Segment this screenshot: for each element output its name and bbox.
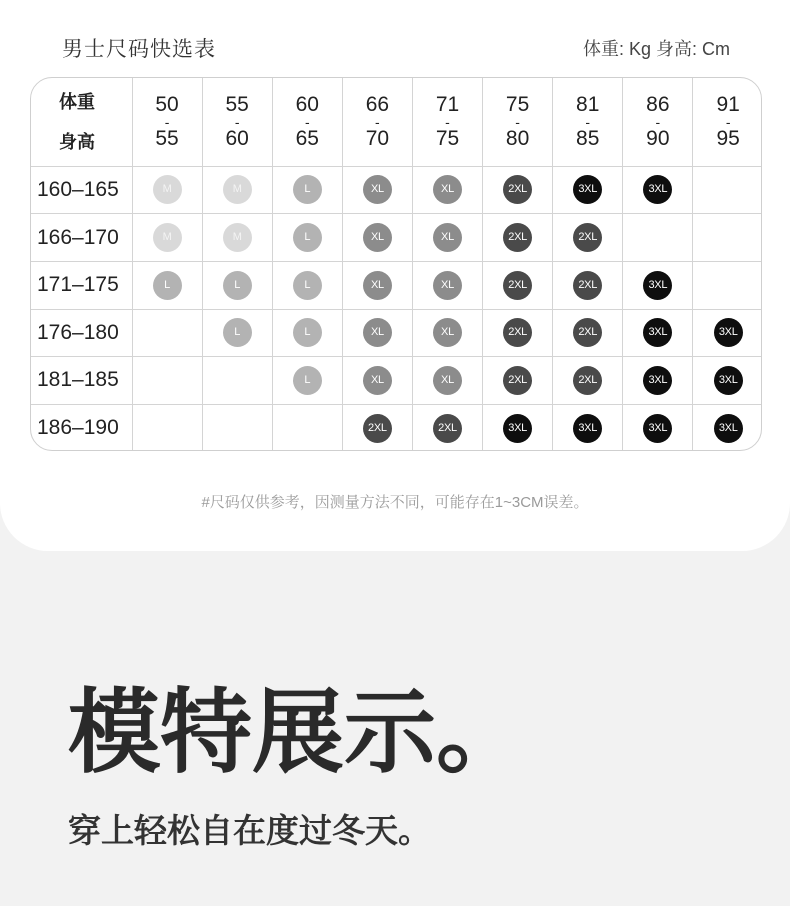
size-badge: L: [223, 271, 252, 300]
size-badge: 2XL: [573, 366, 602, 395]
size-cell: [623, 214, 693, 262]
size-cell: [132, 357, 202, 405]
header-row: [31, 78, 762, 166]
size-cell: [412, 214, 482, 262]
size-table: [31, 78, 762, 451]
size-cell: [132, 309, 202, 357]
size-cell: [202, 309, 272, 357]
size-cell: [693, 309, 762, 357]
weight-range-header: [342, 78, 412, 166]
size-cell: [483, 404, 553, 451]
size-badge: 3XL: [714, 366, 743, 395]
size-cell: [272, 404, 342, 451]
size-cell: [272, 166, 342, 214]
size-cell: [483, 309, 553, 357]
size-cell: [342, 404, 412, 451]
size-cell: [623, 357, 693, 405]
size-cell: [553, 404, 623, 451]
size-row: [31, 309, 762, 357]
size-badge: XL: [363, 175, 392, 204]
size-badge: L: [293, 366, 322, 395]
range-dash: -: [725, 113, 731, 130]
size-row: [31, 166, 762, 214]
size-badge: XL: [433, 366, 462, 395]
size-cell: [412, 357, 482, 405]
weight-to: 55: [155, 126, 179, 150]
weight-range-header: [483, 78, 553, 166]
range-dash: -: [304, 113, 310, 130]
weight-to: 90: [646, 126, 670, 150]
size-badge: M: [223, 223, 252, 252]
size-cell: [483, 357, 553, 405]
size-badge: 2XL: [503, 271, 532, 300]
size-cell: [483, 166, 553, 214]
size-cell: [202, 166, 272, 214]
size-badge: 3XL: [573, 175, 602, 204]
corner-weight-label: 体重: [59, 91, 95, 112]
weight-from: 60: [295, 92, 319, 116]
size-cell: [202, 404, 272, 451]
size-cell: [553, 357, 623, 405]
weight-range-header: [693, 78, 762, 166]
height-range-cell: 186–190: [31, 404, 132, 451]
size-cell: [693, 166, 762, 214]
range-dash: -: [375, 113, 380, 130]
weight-range-header: [272, 78, 342, 166]
measurement-note: #尺码仅供参考，因测量方法不同，可能存在1~3CM误差。: [201, 494, 589, 511]
size-badge: 3XL: [714, 318, 743, 347]
size-cell: [623, 261, 693, 309]
size-badge: XL: [363, 366, 392, 395]
size-badge: L: [293, 318, 322, 347]
size-badge: XL: [433, 318, 462, 347]
size-cell: [483, 261, 553, 309]
size-cell: [132, 261, 202, 309]
size-badge: XL: [363, 318, 392, 347]
weight-to: 75: [435, 126, 460, 150]
size-row: [31, 404, 762, 451]
height-range-cell: 176–180: [31, 309, 132, 357]
size-badge: M: [223, 175, 252, 204]
size-row: [31, 261, 762, 309]
size-cell: [693, 357, 762, 405]
range-dash: -: [234, 113, 240, 130]
weight-from: 55: [225, 92, 249, 116]
range-dash: -: [655, 113, 661, 130]
size-badge: 3XL: [503, 414, 532, 443]
height-range-cell: 171–175: [31, 261, 132, 309]
size-cell: [342, 261, 412, 309]
range-dash: -: [445, 113, 450, 130]
size-cell: [342, 166, 412, 214]
size-cell: [132, 214, 202, 262]
size-badge: XL: [433, 223, 462, 252]
size-badge: 2XL: [573, 318, 602, 347]
size-cell: [553, 214, 623, 262]
section-subline: 穿上轻松自在度过冬天。: [68, 812, 431, 849]
weight-from: 75: [505, 92, 530, 116]
size-badge: L: [293, 175, 322, 204]
weight-to: 85: [576, 126, 600, 150]
size-badge: XL: [433, 175, 462, 204]
size-cell: [553, 309, 623, 357]
range-dash: -: [164, 113, 170, 130]
size-table-wrapper: [30, 77, 762, 451]
size-badge: 2XL: [433, 414, 462, 443]
size-badge: 3XL: [643, 366, 672, 395]
size-cell: [412, 309, 482, 357]
corner-cell: [31, 78, 132, 166]
size-cell: [693, 404, 762, 451]
weight-from: 86: [646, 92, 670, 116]
weight-from: 71: [435, 92, 460, 116]
size-cell: [272, 214, 342, 262]
size-badge: L: [293, 271, 322, 300]
weight-from: 66: [365, 92, 390, 116]
weight-range-header: [412, 78, 482, 166]
size-cell: [272, 357, 342, 405]
weight-to: 70: [365, 126, 390, 150]
size-badge: 3XL: [643, 318, 672, 347]
size-cell: [693, 214, 762, 262]
size-cell: [623, 309, 693, 357]
size-badge: 2XL: [503, 366, 532, 395]
size-cell: [272, 309, 342, 357]
size-cell: [412, 261, 482, 309]
size-cell: [553, 261, 623, 309]
height-range-cell: 181–185: [31, 357, 132, 405]
size-cell: [623, 166, 693, 214]
section-headline: 模特展示。: [68, 682, 529, 784]
size-row: [31, 357, 762, 405]
weight-from: 81: [576, 92, 600, 116]
size-badge: M: [153, 223, 182, 252]
height-range-cell: 160–165: [31, 166, 132, 214]
size-cell: [202, 261, 272, 309]
size-badge: 2XL: [573, 271, 602, 300]
size-badge: XL: [363, 223, 392, 252]
size-badge: 3XL: [714, 414, 743, 443]
weight-to: 80: [505, 126, 530, 150]
weight-from: 91: [716, 92, 740, 116]
height-range-cell: 166–170: [31, 214, 132, 262]
size-cell: [132, 166, 202, 214]
size-badge: 2XL: [363, 414, 392, 443]
size-row: [31, 214, 762, 262]
weight-to: 65: [295, 126, 319, 150]
size-cell: [342, 214, 412, 262]
weight-range-header: [623, 78, 693, 166]
units-label: 体重: Kg 身高: Cm: [582, 39, 730, 59]
size-cell: [623, 404, 693, 451]
size-cell: [483, 214, 553, 262]
size-badge: M: [153, 175, 182, 204]
size-cell: [693, 261, 762, 309]
size-cell: [412, 166, 482, 214]
weight-range-header: [132, 78, 202, 166]
size-badge: 3XL: [643, 414, 672, 443]
size-badge: XL: [433, 271, 462, 300]
size-cell: [412, 404, 482, 451]
corner-height-label: 身高: [59, 131, 95, 152]
size-badge: 2XL: [503, 318, 532, 347]
weight-range-header: [202, 78, 272, 166]
size-cell: [342, 357, 412, 405]
range-dash: -: [585, 113, 591, 130]
size-badge: XL: [363, 271, 392, 300]
size-badge: L: [153, 271, 182, 300]
size-cell: [553, 166, 623, 214]
size-badge: L: [223, 318, 252, 347]
size-badge: 2XL: [503, 223, 532, 252]
size-badge: 3XL: [643, 175, 672, 204]
weight-range-header: [553, 78, 623, 166]
range-dash: -: [515, 113, 520, 130]
size-cell: [272, 261, 342, 309]
size-badge: 3XL: [573, 414, 602, 443]
size-cell: [202, 214, 272, 262]
size-badge: 2XL: [573, 223, 602, 252]
size-badge: 2XL: [503, 175, 532, 204]
weight-to: 95: [716, 126, 740, 150]
weight-from: 50: [155, 92, 179, 116]
weight-to: 60: [225, 126, 249, 150]
size-badge: L: [293, 223, 322, 252]
size-cell: [202, 357, 272, 405]
size-chart-title: 男士尺码快选表: [62, 38, 216, 61]
size-badge: 3XL: [643, 271, 672, 300]
size-cell: [132, 404, 202, 451]
size-cell: [342, 309, 412, 357]
